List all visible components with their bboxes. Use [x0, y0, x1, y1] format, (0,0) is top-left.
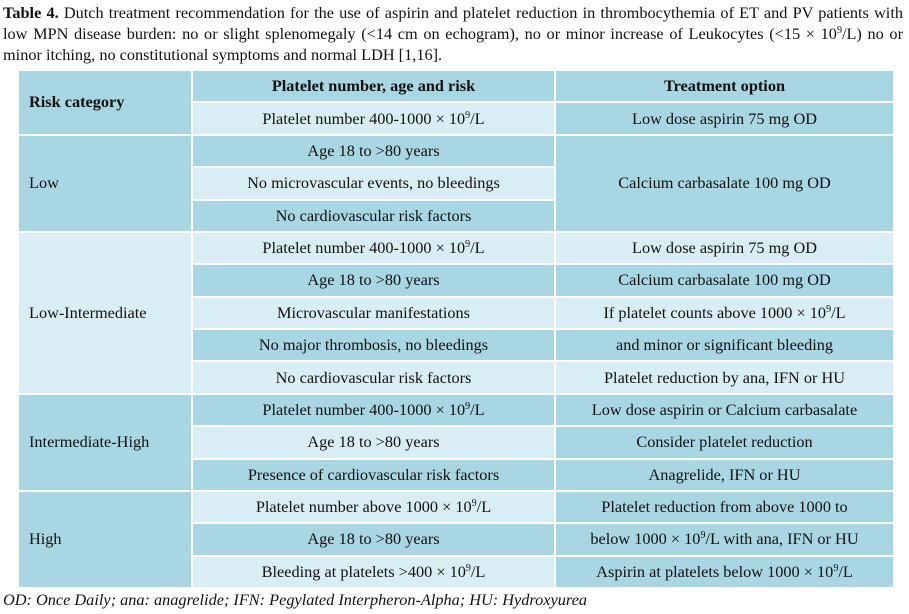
risk-category-cell: Low [18, 135, 192, 232]
platelet-cell: No major thrombosis, no bleedings [192, 329, 555, 361]
risk-category-cell: Low-Intermediate [18, 232, 192, 394]
platelet-cell: Platelet number $400-1000 \times 10^9/L$ [192, 394, 555, 426]
caption-text-end: /L) no or minor itching, no constitutional symptoms and normal LDH [1,16]. [3, 24, 903, 64]
platelet-header: Platelet number, age and risk [192, 70, 555, 102]
treatment-cell: Low dose aspirin 75 mg OD [555, 232, 894, 264]
caption-sup: 9 [836, 25, 842, 36]
treatment-cell: Platelet reduction by ana, IFN or HU [555, 361, 894, 393]
caption-text: Dutch treatment recommendation for the use of aspirin and platelet reduction in thrombocythemia of ET and PV patients with low MPN disease burden: no or slight splenomegaly (<14 cm on echogram), no or minor increase of Leukocytes (<15 × 10 [3, 3, 903, 43]
risk-category-cell: Intermediate-High [18, 394, 192, 491]
table-row [18, 491, 894, 523]
table-row [18, 232, 894, 264]
treatment-cell: Aspirin at platelets below $1000 \times 10^9/L$ [555, 556, 894, 588]
platelet-cell: Age 18 to >80 years [192, 135, 555, 167]
treatment-cell: Platelet reduction from above 1000 to [555, 491, 894, 523]
treatment-cell: Calcium carbasalate 100 mg OD [555, 135, 894, 232]
platelet-cell: No cardiovascular risk factors [192, 361, 555, 393]
table-row [18, 135, 894, 167]
table-header-row [18, 70, 894, 102]
platelet-cell: Presence of cardiovascular risk factors [192, 459, 555, 491]
platelet-cell: No microvascular events, no bleedings [192, 167, 555, 199]
platelet-cell: Age 18 to >80 years [192, 523, 555, 555]
treatment-header: Treatment option [555, 70, 894, 102]
table-footnote: OD: Once Daily; ana: anagrelide; IFN: Pegylated Interpheron-Alpha; HU: Hydroxyurea [3, 590, 587, 609]
table-row [18, 394, 894, 426]
treatment-cell: Anagrelide, IFN or HU [555, 459, 894, 491]
recommendation-table [17, 69, 895, 589]
treatment-cell: Low dose aspirin 75 mg OD [555, 102, 894, 134]
platelet-cell: Platelet number above $1000 \times 10^9/L$ [192, 491, 555, 523]
platelet-cell: No cardiovascular risk factors [192, 200, 555, 232]
table-caption [3, 2, 903, 65]
risk-category-cell: High [18, 491, 192, 588]
platelet-cell: Age 18 to >80 years [192, 426, 555, 458]
platelet-cell: Bleeding at platelets $>400 \times 10^9/L$ [192, 556, 555, 588]
treatment-cell: and minor or significant bleeding [555, 329, 894, 361]
platelet-cell: Platelet number $400-1000 \times 10^9/L$ [192, 232, 555, 264]
table-label: Table 4. [3, 3, 59, 22]
treatment-cell: Consider platelet reduction [555, 426, 894, 458]
treatment-cell: below $1000 \times 10^9/L$ with ana, IFN or HU [555, 523, 894, 555]
treatment-cell: Low dose aspirin or Calcium carbasalate [555, 394, 894, 426]
platelet-cell: Microvascular manifestations [192, 297, 555, 329]
platelet-cell: Age 18 to >80 years [192, 264, 555, 296]
treatment-cell: If platelet counts above $1000 \times 10^9/L$ [555, 297, 894, 329]
risk-category-header: Risk category [18, 70, 192, 135]
treatment-cell: Calcium carbasalate 100 mg OD [555, 264, 894, 296]
platelet-cell: Platelet number $400-1000 \times 10^9/L$ [192, 102, 555, 134]
